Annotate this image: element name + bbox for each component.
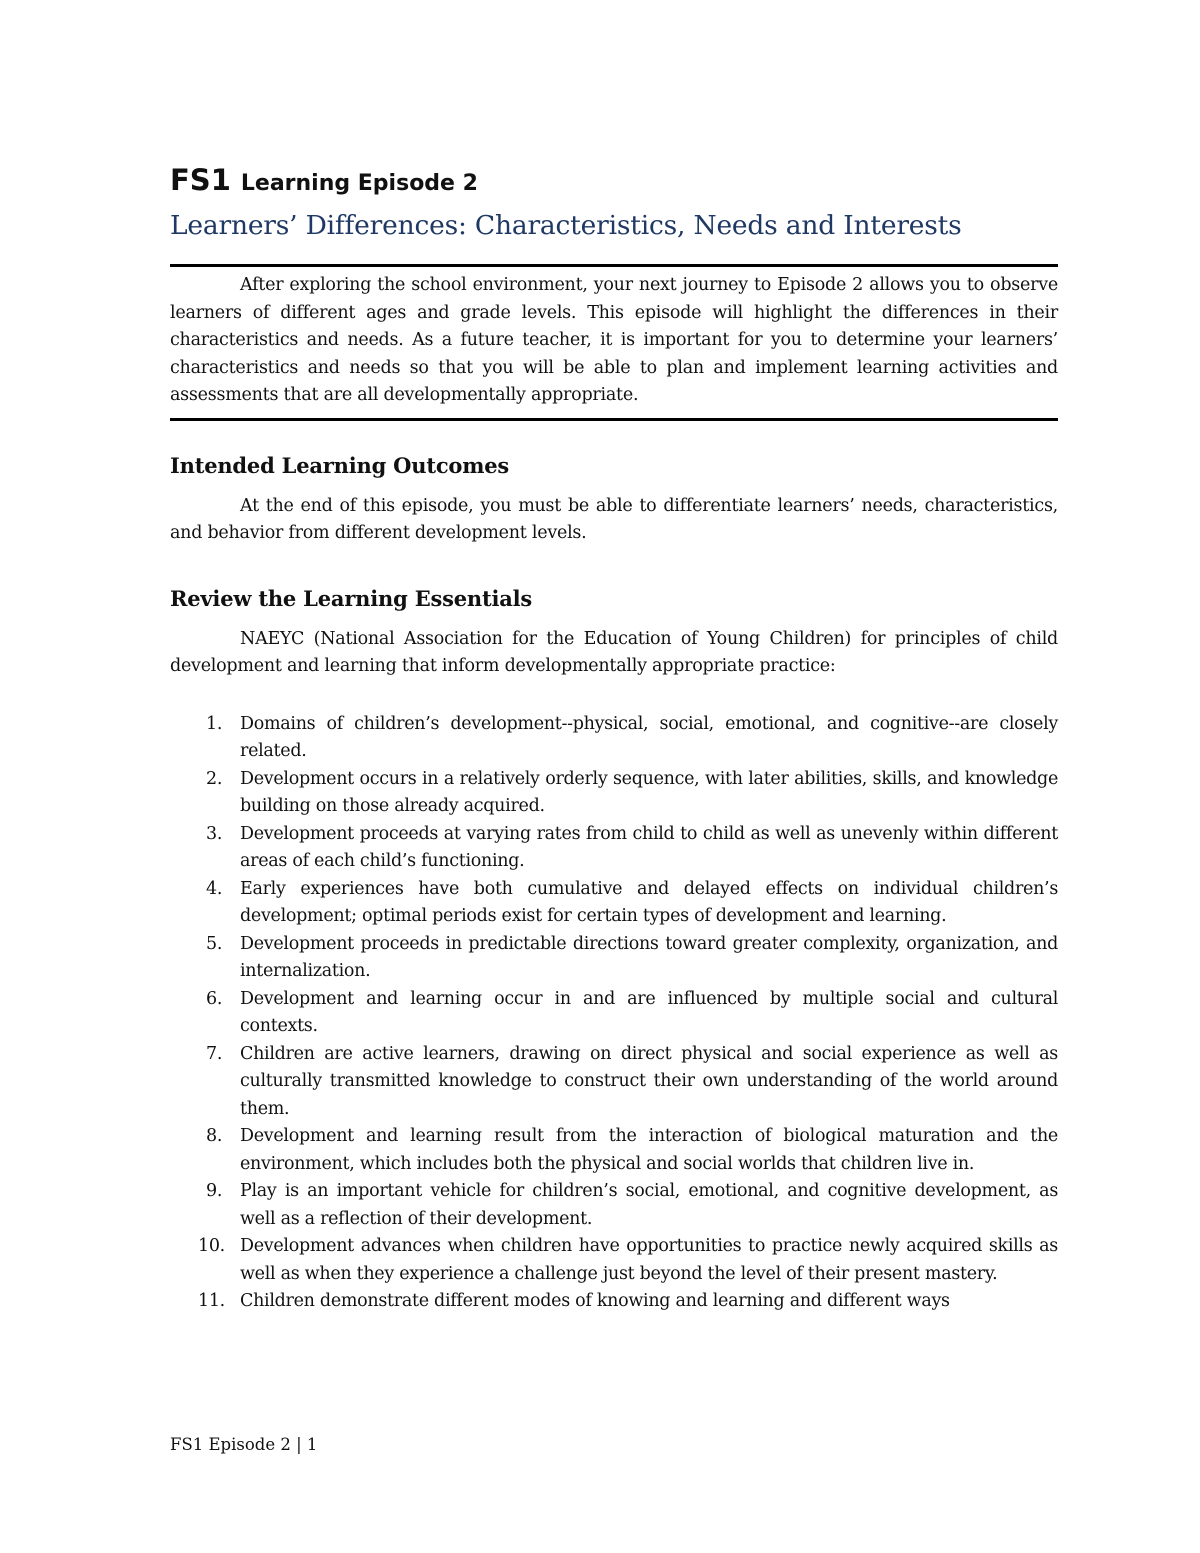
list-item [170,931,1058,986]
page-footer: FS1 Episode 2 | 1 [170,1435,318,1454]
list-item-text: Play is an important vehicle for children’s social, emotional, and cognitive development, as well as a reflection of their development. [240,1181,1058,1229]
list-item [170,1041,1058,1124]
list-item [170,711,1058,766]
list-item-text: Development and learning occur in and are influenced by multiple social and cultural contexts. [240,988,1058,1036]
list-item [170,821,1058,876]
list-item-text: Children are active learners, drawing on direct physical and social experience as well as culturally transmitted knowledge to construct their own understanding of the world around them. [240,1043,1058,1119]
list-item-number: 7. [206,1043,223,1064]
title-fs1: FS1 [170,163,231,197]
list-item-text: Development proceeds in predictable directions toward greater complexity, organization, and internalization. [240,933,1058,981]
list-item-text: Development advances when children have opportunities to practice newly acquired skills as well as when they experience a challenge just beyond the level of their present mastery. [240,1236,1058,1284]
essentials-intro: NAEYC (National Association for the Education of Young Children) for principles of child development and learning that inform developmentally appropriate practice: [170,628,1058,676]
list-item-text: Development occurs in a relatively orderly sequence, with later abilities, skills, and knowledge building on those already acquired. [240,768,1058,816]
list-item-number: 2. [206,768,223,789]
list-item [170,1288,1058,1316]
list-item [170,766,1058,821]
list-item-number: 8. [206,1126,223,1146]
list-item-number: 11. [198,1291,225,1311]
list-item-number: 4. [206,878,223,899]
list-item-number: 10. [198,1236,225,1256]
list-item-text: Children demonstrate different modes of knowing and learning and different ways [240,1291,950,1311]
list-item-number: 9. [206,1181,223,1201]
list-item-text: Development proceeds at varying rates from child to child as well as unevenly within different areas of each child’s functioning. [240,823,1058,871]
list-item-text: Development and learning result from the interaction of biological maturation and the environment, which includes both the physical and social worlds that children live in. [240,1126,1058,1174]
list-item-number: 6. [206,988,223,1009]
outcomes-heading: Intended Learning Outcomes [170,452,510,478]
document-title [170,160,1058,200]
list-item-text: Early experiences have both cumulative and delayed effects on individual children’s development; optimal periods exist for certain types of development and learning. [240,878,1058,926]
essentials-heading: Review the Learning Essentials [170,585,533,611]
list-item [170,876,1058,931]
list-item-text: Domains of children’s development--physical, social, emotional, and cognitive--are closely related. [240,713,1058,761]
intro-paragraph: After exploring the school environment, your next journey to Episode 2 allows you to observe learners of different ages and grade levels. This episode will highlight the differences in their characteristics and needs. As a future teacher, it is important for you to determine your learners’ characteristics and needs so that you will be able to plan and implement learning activities and assessments that are all developmentally appropriate. [170,275,1058,405]
principles-list [170,711,1058,1316]
intro-box [170,264,1058,421]
list-item [170,1178,1058,1233]
title-episode: Learning Episode 2 [240,171,478,196]
list-item-number: 3. [206,823,223,844]
list-item-number: 1. [206,713,223,734]
list-item [170,986,1058,1041]
document-subtitle: Learners’ Differences: Characteristics, Needs and Interests [170,210,962,241]
outcomes-paragraph: At the end of this episode, you must be able to differentiate learners’ needs, characteristics, and behavior from different development levels. [170,495,1058,543]
page-content [170,160,1058,1316]
list-item-number: 5. [206,933,223,954]
list-item [170,1123,1058,1178]
list-item [170,1233,1058,1288]
